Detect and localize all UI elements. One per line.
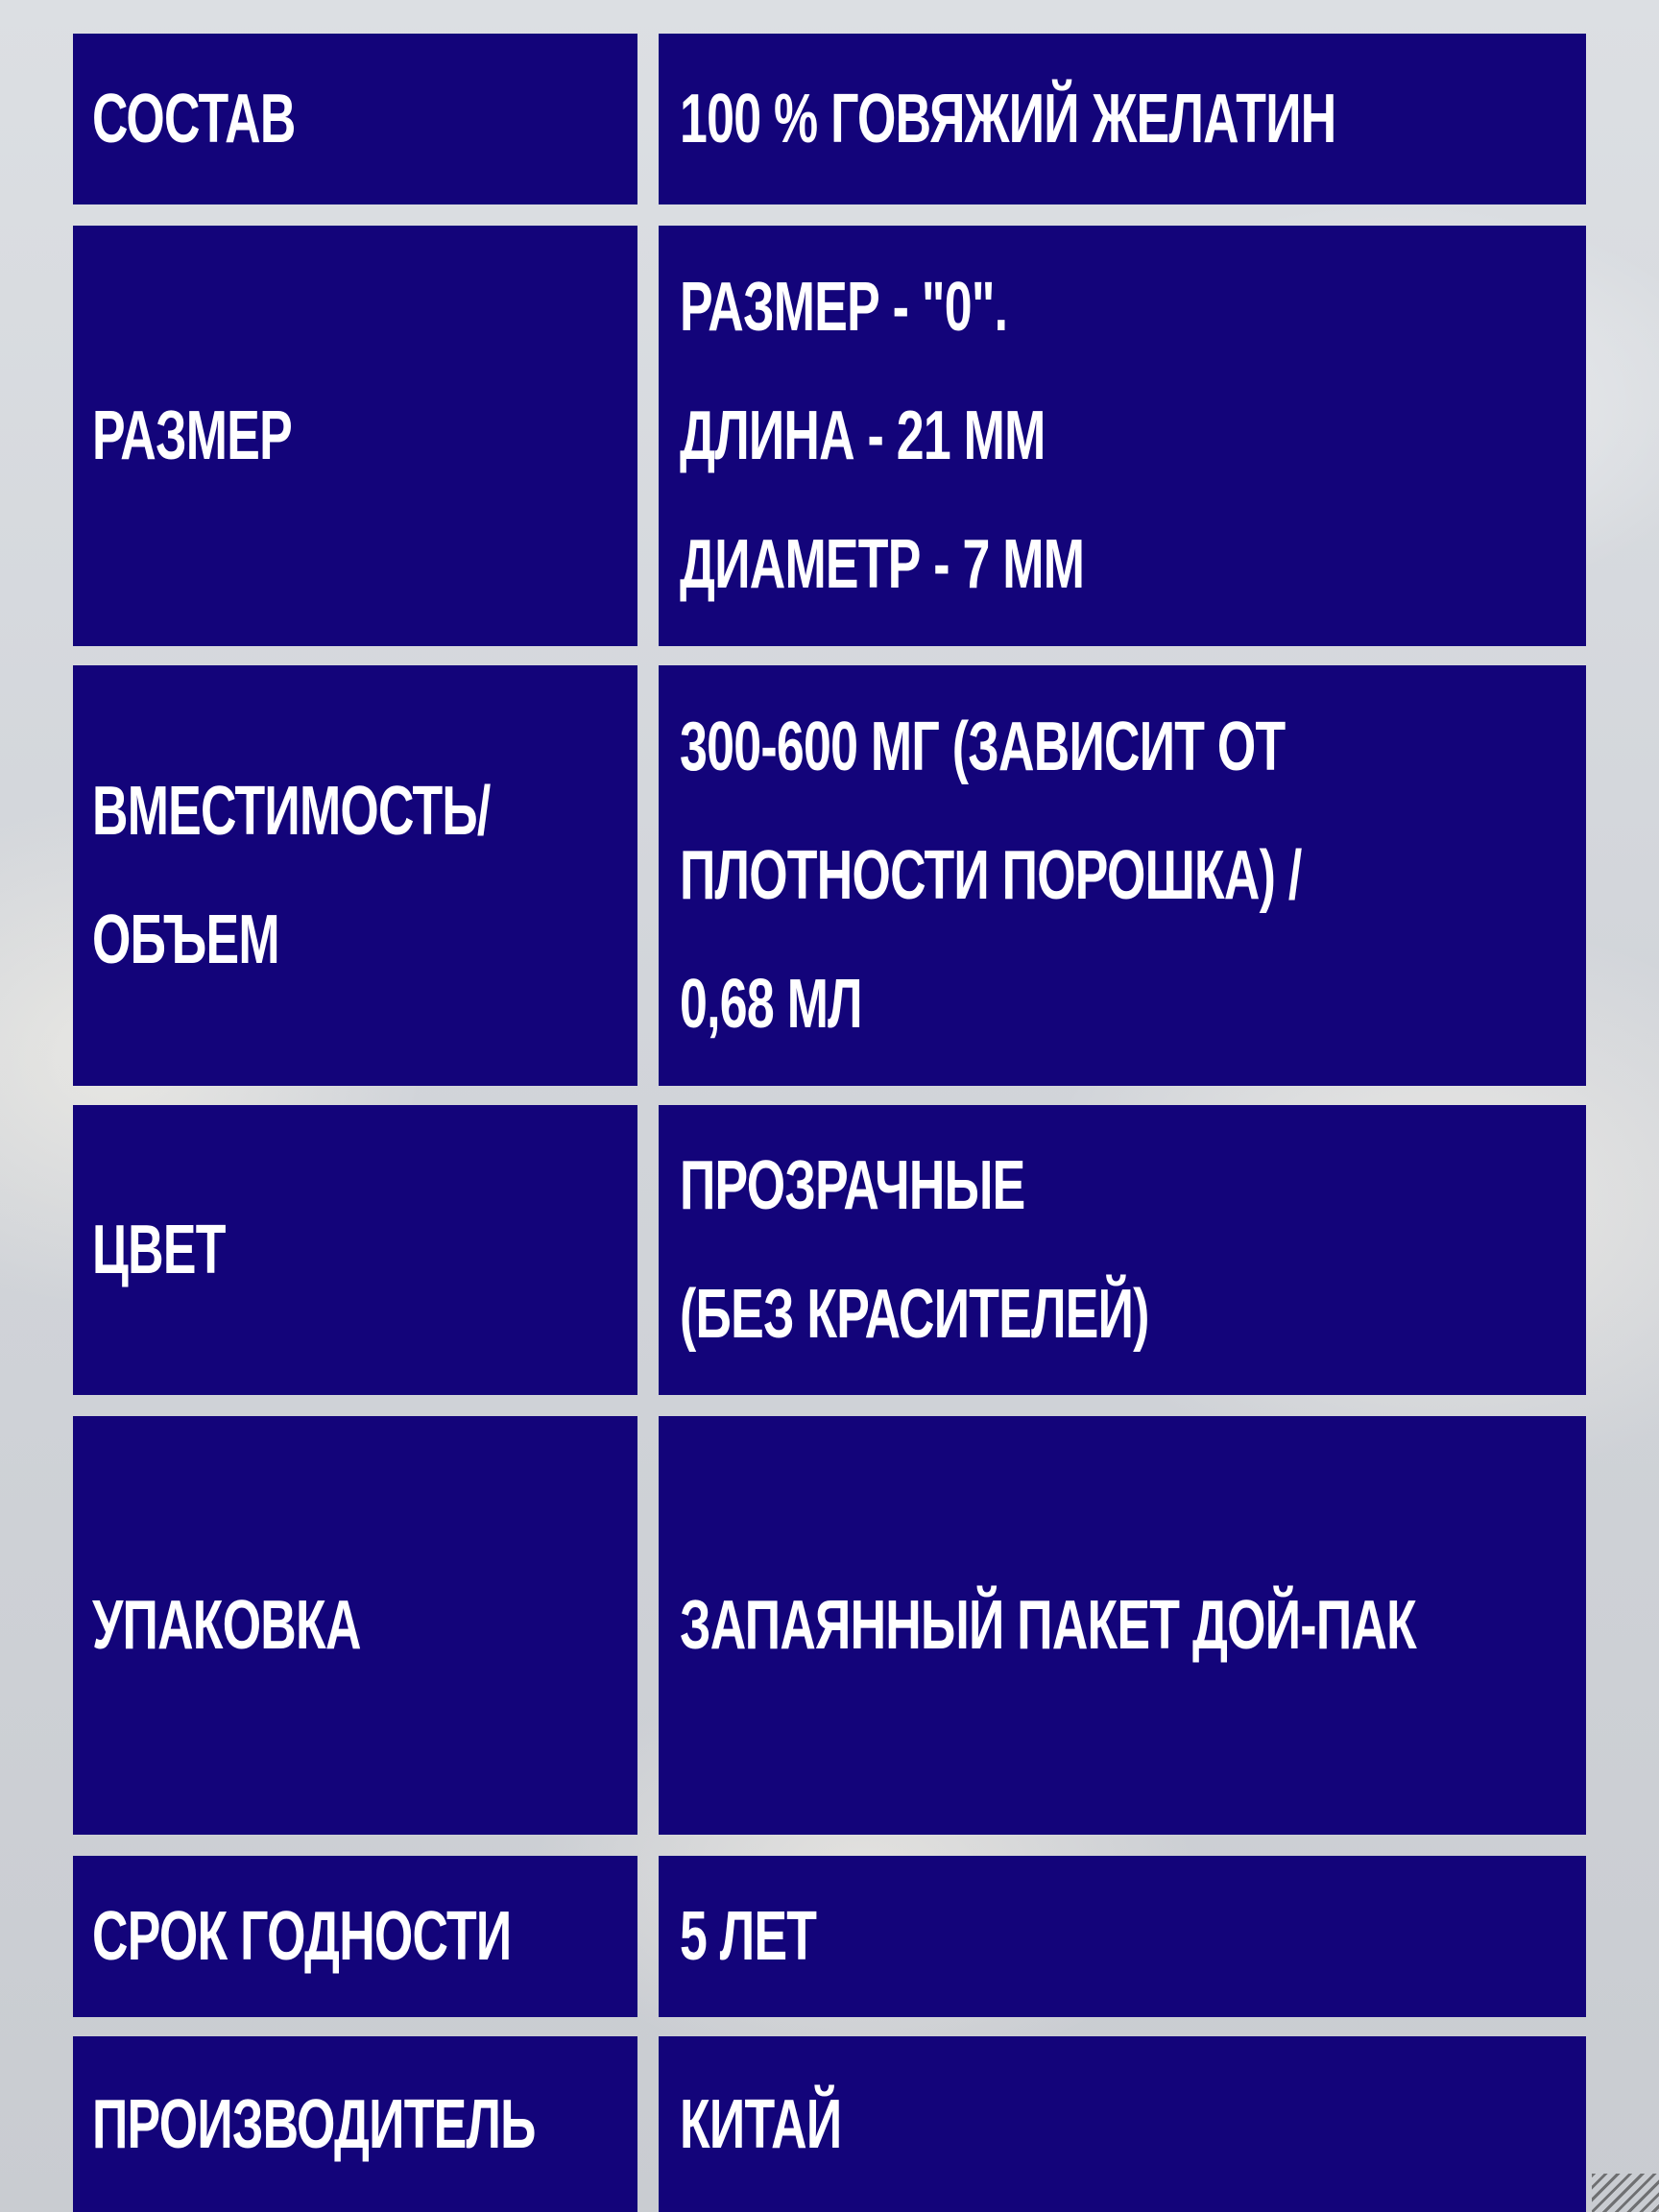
background-corner-decoration bbox=[1592, 2174, 1659, 2212]
spec-value-capacity bbox=[659, 665, 1586, 1086]
spec-value-text: 5 ЛЕТ bbox=[680, 1898, 817, 1975]
spec-value-line: ДЛИНА - 21 ММ bbox=[680, 397, 1046, 474]
spec-value-line: РАЗМЕР - "0". bbox=[680, 269, 1008, 346]
spec-value-shelf-life bbox=[659, 1856, 1586, 2017]
spec-label-text: ЦВЕТ bbox=[92, 1212, 226, 1288]
spec-value-line: ДИАМЕТР - 7 ММ bbox=[680, 526, 1085, 603]
spec-value-line: ПРОЗРАЧНЫЕ bbox=[680, 1147, 1025, 1224]
spec-value-line: 300-600 МГ (ЗАВИСИТ ОТ bbox=[680, 709, 1286, 785]
spec-label-text: СРОК ГОДНОСТИ bbox=[92, 1898, 512, 1975]
spec-label-text: СОСТАВ bbox=[92, 81, 296, 157]
spec-label-text: РАЗМЕР bbox=[92, 397, 292, 474]
spec-label-size bbox=[73, 226, 637, 646]
spec-value-manufacturer bbox=[659, 2036, 1586, 2212]
spec-label-color bbox=[73, 1105, 637, 1395]
spec-label-packaging bbox=[73, 1416, 637, 1835]
spec-label-text: ПРОИЗВОДИТЕЛЬ bbox=[92, 2085, 536, 2163]
spec-value-packaging bbox=[659, 1416, 1586, 1835]
spec-label-shelf-life bbox=[73, 1856, 637, 2017]
spec-value-text: КИТАЙ bbox=[680, 2085, 842, 2163]
spec-label-composition bbox=[73, 34, 637, 204]
spec-label-line: ВМЕСТИМОСТЬ/ bbox=[92, 773, 491, 850]
spec-value-size bbox=[659, 226, 1586, 646]
spec-label-line: ОБЪЕМ bbox=[92, 902, 279, 978]
spec-value-color bbox=[659, 1105, 1586, 1395]
spec-value-line: ПЛОТНОСТИ ПОРОШКА) / bbox=[680, 837, 1302, 914]
spec-value-composition bbox=[659, 34, 1586, 204]
spec-value-text: ЗАПАЯННЫЙ ПАКЕТ ДОЙ-ПАК bbox=[680, 1587, 1417, 1664]
spec-value-line: 0,68 МЛ bbox=[680, 966, 862, 1043]
spec-label-manufacturer bbox=[73, 2036, 637, 2212]
spec-label-text: УПАКОВКА bbox=[92, 1587, 361, 1664]
spec-value-text: 100 % ГОВЯЖИЙ ЖЕЛАТИН bbox=[680, 81, 1336, 157]
spec-label-capacity bbox=[73, 665, 637, 1086]
spec-value-line: (БЕЗ КРАСИТЕЛЕЙ) bbox=[680, 1276, 1149, 1353]
